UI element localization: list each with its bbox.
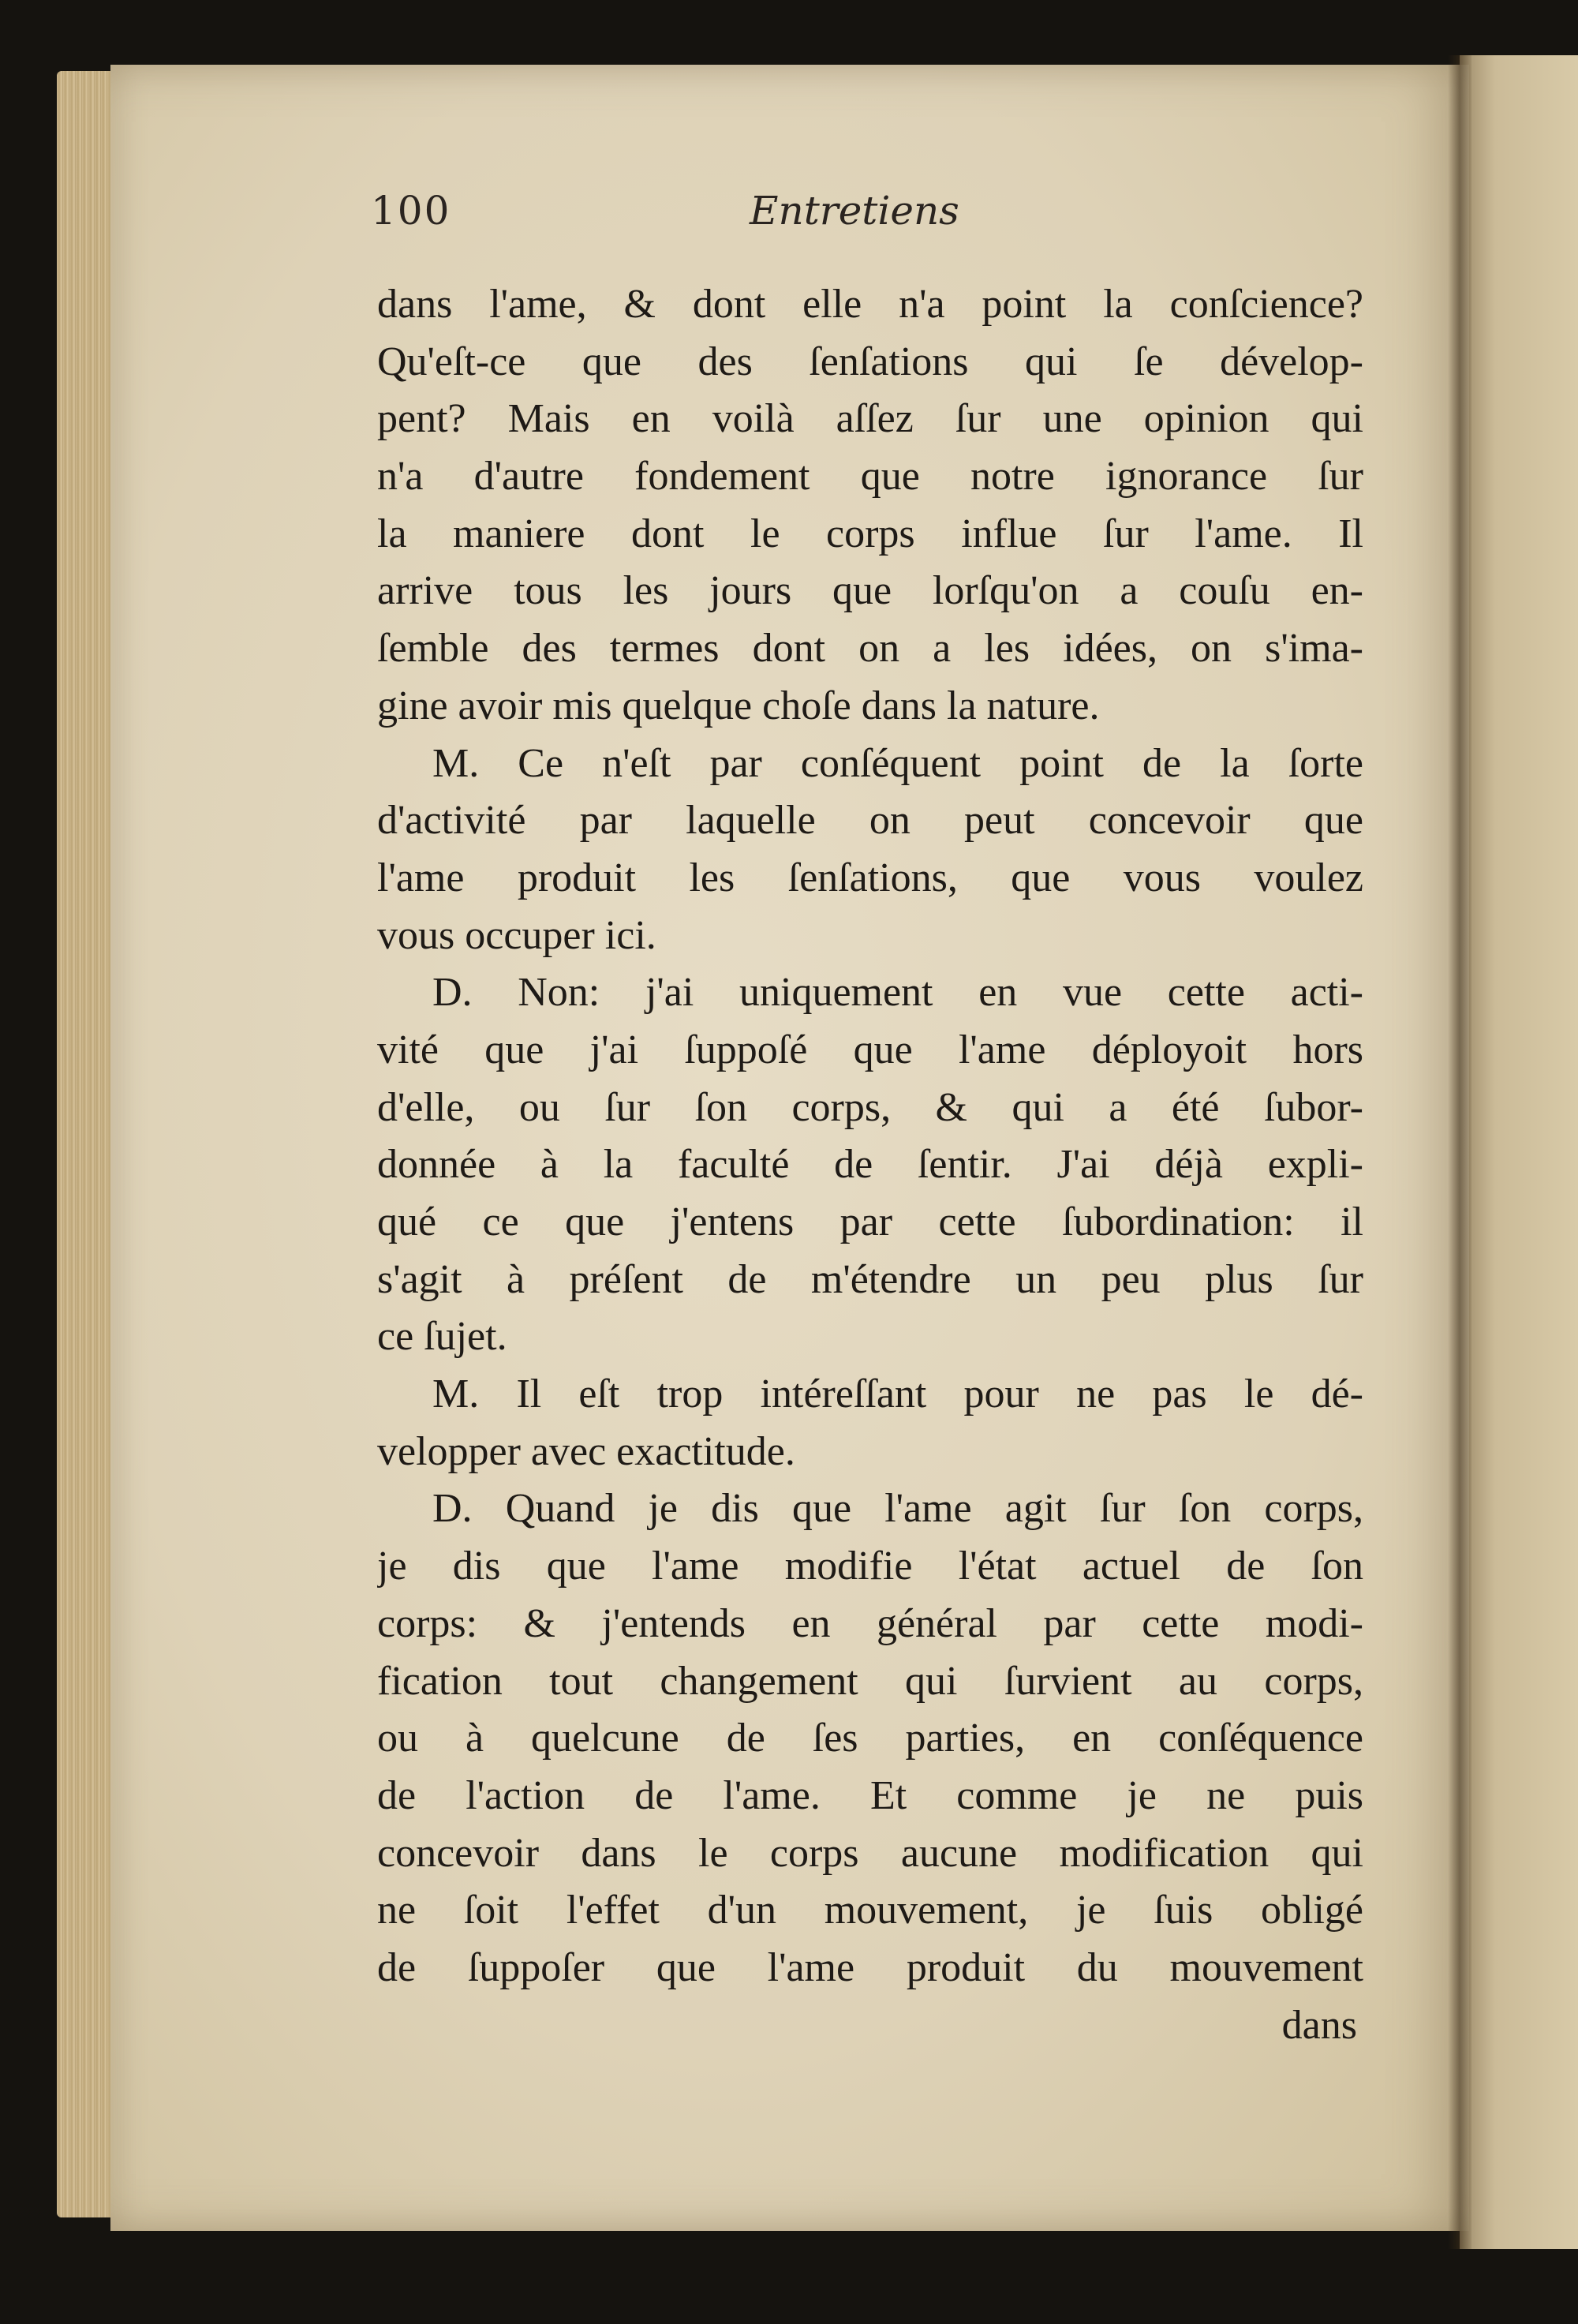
text-line: M. Il eſt trop intéreſſant pour ne pas le dé-	[432, 1372, 1363, 1417]
text-line: corps: & j'entends en général par cette modi-	[377, 1600, 1363, 1646]
text-line: d'activité par laquelle on peut concevoir que	[377, 798, 1363, 844]
text-line: M. Ce n'eſt par conſéquent point de la ſorte	[432, 740, 1363, 786]
text-line: de l'action de l'ame. Et comme je ne puis	[377, 1772, 1363, 1818]
text-line: velopper avec exactitude.	[377, 1428, 795, 1474]
text-line: pent? Mais en voilà aſſez ſur une opinion qui	[377, 396, 1363, 442]
text-line: d'elle, ou ſur ſon corps, & qui a été ſubor-	[377, 1084, 1363, 1130]
text-line: Qu'eſt-ce que des ſenſations qui ſe dévelop-	[377, 339, 1363, 384]
text-line: de ſuppoſer que l'ame produit du mouvement	[377, 1944, 1363, 1990]
page-number: 100	[371, 188, 451, 234]
text-line: n'a d'autre fondement que notre ignorance ſur	[377, 454, 1363, 500]
text-line: vous occuper ici.	[377, 912, 656, 958]
text-line: D. Quand je dis que l'ame agit ſur ſon corps,	[432, 1486, 1363, 1532]
text-line: qué ce que j'entens par cette ſubordination: il	[377, 1199, 1363, 1244]
text-line: vité que j'ai ſuppoſé que l'ame déployoit hors	[377, 1027, 1363, 1072]
text-line: concevoir dans le corps aucune modification qui	[377, 1830, 1363, 1876]
page-header	[371, 188, 1365, 251]
catchword: dans	[1281, 2002, 1357, 2048]
text-line: dans l'ame, & dont elle n'a point la conſcience?	[377, 282, 1363, 327]
text-line: ou à quelcune de ſes parties, en conſéquence	[377, 1716, 1363, 1761]
facing-page	[1460, 55, 1578, 2249]
book-gutter	[1448, 55, 1471, 2249]
text-line: la maniere dont le corps influe ſur l'ame. Il	[377, 511, 1363, 556]
running-head: Entretiens	[750, 188, 959, 234]
text-line: donnée à la faculté de ſentir. J'ai déjà expli-	[377, 1142, 1363, 1188]
text-line: s'agit à préſent de m'étendre un peu plus ſur	[377, 1256, 1363, 1302]
text-line: ne ſoit l'effet d'un mouvement, je ſuis obligé	[377, 1888, 1363, 1933]
text-line: ce ſujet.	[377, 1314, 507, 1360]
text-line: je dis que l'ame modifie l'état actuel de ſon	[377, 1544, 1363, 1589]
text-line: arrive tous les jours que lorſqu'on a couſu en-	[377, 568, 1363, 614]
text-line: gine avoir mis quelque choſe dans la nature.	[377, 683, 1100, 728]
text-line: ſemble des termes dont on a les idées, on s'ima-	[377, 626, 1363, 672]
text-line: D. Non: j'ai uniquement en vue cette acti-	[432, 970, 1363, 1016]
text-line: fication tout changement qui ſurvient au corps,	[377, 1658, 1363, 1704]
body-text	[377, 276, 1363, 2054]
text-line: l'ame produit les ſenſations, que vous voulez	[377, 855, 1363, 900]
